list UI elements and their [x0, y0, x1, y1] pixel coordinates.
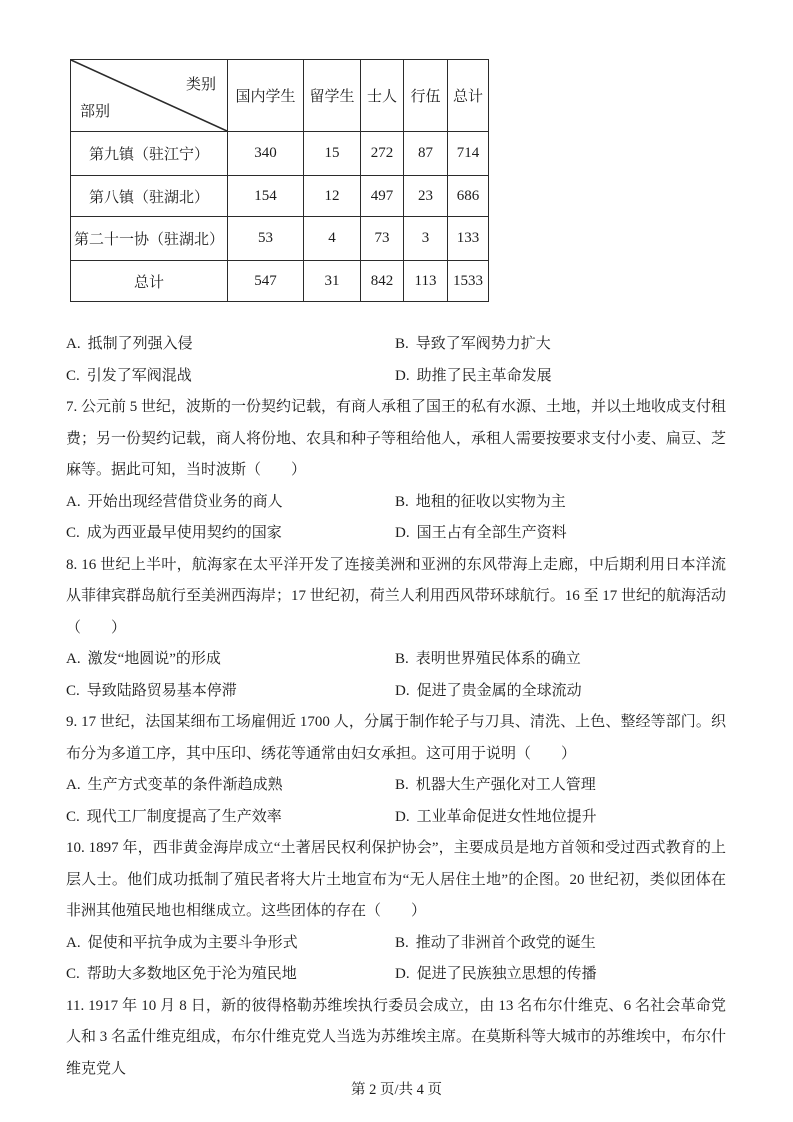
- option-text: 促使和平抗争成为主要斗争形式: [87, 934, 298, 951]
- cell-value: 154: [228, 176, 304, 217]
- option-label: D.: [395, 682, 410, 699]
- option-label: C.: [66, 525, 80, 541]
- q7-option-row: [66, 518, 726, 550]
- q9-option-row: [66, 770, 726, 802]
- option-text: 地租的征收以实物为主: [415, 493, 566, 510]
- option-b: [395, 487, 726, 519]
- option-label: A.: [66, 777, 81, 793]
- option-text: 引发了军阀混战: [86, 367, 192, 384]
- option-text: 导致了军阀势力扩大: [415, 336, 551, 352]
- option-label: D.: [395, 966, 410, 982]
- option-c: [66, 676, 395, 708]
- option-d: [395, 959, 726, 991]
- option-d: [395, 361, 726, 393]
- q6-option-row: [66, 329, 726, 361]
- table-row: [71, 217, 489, 261]
- corner-label-unit: 部别: [80, 104, 111, 120]
- option-label: B.: [395, 651, 409, 667]
- option-label: A.: [66, 336, 81, 352]
- option-text: 促进了贵金属的全球流动: [416, 682, 582, 699]
- cell-value: 53: [228, 217, 304, 261]
- option-text: 成为西亚最早使用契约的国家: [86, 525, 282, 541]
- option-text: 开始出现经营借贷业务的商人: [87, 493, 283, 510]
- option-text: 帮助大多数地区免于沦为殖民地: [86, 966, 297, 982]
- option-label: B.: [395, 777, 409, 793]
- option-b: [395, 928, 726, 960]
- page-footer: 第 2 页/共 4 页: [350, 1082, 443, 1098]
- question-11-stem: 11. 1917 年 10 月 8 日，新的彼得格勒苏维埃执行委员会成立，由 13 名布尔什维克、6 名社会革命党人和 3 名孟什维克组成，布尔什维克党人当选为苏维埃主席。在莫斯科等大城市的苏维埃中，布尔什维克党人: [66, 997, 727, 1077]
- option-label: C.: [66, 682, 80, 699]
- option-label: A.: [66, 934, 81, 951]
- option-text: 现代工厂制度提高了生产效率: [86, 808, 282, 825]
- q9-option-row: [66, 802, 726, 834]
- column-header: 总计: [448, 60, 489, 132]
- option-d: [395, 676, 726, 708]
- option-b: [395, 644, 726, 676]
- table-row: [71, 176, 489, 217]
- row-label: 第九镇（驻江宁）: [71, 132, 228, 176]
- option-label: A.: [66, 651, 81, 667]
- option-b: [395, 329, 726, 361]
- option-label: C.: [66, 808, 80, 825]
- enrollment-table: [70, 59, 489, 302]
- option-label: C.: [66, 367, 80, 384]
- row-label: 第八镇（驻湖北）: [71, 176, 228, 217]
- option-a: [66, 644, 395, 676]
- page-content: [0, 59, 793, 1085]
- table-row: [71, 261, 489, 302]
- option-label: B.: [395, 336, 409, 352]
- cell-value: 547: [228, 261, 304, 302]
- cell-value: 113: [404, 261, 448, 302]
- option-text: 生产方式变革的条件渐趋成熟: [87, 777, 283, 793]
- column-header: 行伍: [404, 60, 448, 132]
- option-label: D.: [395, 525, 410, 541]
- option-text: 工业革命促进女性地位提升: [416, 808, 597, 825]
- question-7-stem: 7. 公元前 5 世纪，波斯的一份契约记载，有商人承租了国王的私有水源、土地，并以土地收成支付租费；另一份契约记载，商人将份地、农具和种子等租给他人，承租人需要按要求支付小麦、扁豆、芝麻等。据此可知，当时波斯（ ）: [66, 399, 727, 478]
- column-header: 留学生: [304, 60, 361, 132]
- option-label: A.: [66, 493, 81, 510]
- question-text-flow: [66, 329, 726, 1085]
- option-b: [395, 770, 726, 802]
- option-text: 机器大生产强化对工人管理: [415, 777, 596, 793]
- q10-option-row: [66, 928, 726, 960]
- option-a: [66, 928, 395, 960]
- option-c: [66, 361, 395, 393]
- cell-value: 31: [304, 261, 361, 302]
- question-8-stem: 8. 16 世纪上半叶，航海家在太平洋开发了连接美洲和亚洲的东风带海上走廊，中后期利用日本洋流从菲律宾群岛航行至美洲西海岸；17 世纪初，荷兰人利用西风带环球航行。16 至 17 世纪的航海活动（ ）: [66, 556, 727, 636]
- cell-value: 1533: [448, 261, 489, 302]
- q7-option-row: [66, 487, 726, 519]
- option-a: [66, 770, 395, 802]
- q10-option-row: [66, 959, 726, 991]
- option-label: D.: [395, 808, 410, 825]
- q8-option-row: [66, 644, 726, 676]
- option-d: [395, 518, 726, 550]
- column-header: 国内学生: [228, 60, 304, 132]
- option-a: [66, 329, 395, 361]
- question-9-stem: 9. 17 世纪，法国某细布工场雇佣近 1700 人，分属于制作轮子与刀具、清洗、上色、整经等部门。织布分为多道工序，其中压印、绣花等通常由妇女承担。这可用于说明（ ）: [66, 714, 726, 762]
- cell-value: 23: [404, 176, 448, 217]
- option-text: 推动了非洲首个政党的诞生: [415, 934, 596, 951]
- cell-value: 686: [448, 176, 489, 217]
- q8-option-row: [66, 676, 726, 708]
- cell-value: 340: [228, 132, 304, 176]
- cell-value: 497: [361, 176, 404, 217]
- option-text: 导致陆路贸易基本停滞: [86, 682, 237, 699]
- table-header-row: [71, 60, 489, 132]
- cell-value: 714: [448, 132, 489, 176]
- cell-value: 87: [404, 132, 448, 176]
- option-label: B.: [395, 934, 409, 951]
- q6-option-row: [66, 361, 726, 393]
- row-label: 总计: [71, 261, 228, 302]
- option-text: 助推了民主革命发展: [416, 367, 552, 384]
- option-text: 国王占有全部生产资料: [416, 525, 567, 541]
- cell-value: 12: [304, 176, 361, 217]
- cell-value: 842: [361, 261, 404, 302]
- column-header: 士人: [361, 60, 404, 132]
- cell-value: 3: [404, 217, 448, 261]
- cell-value: 4: [304, 217, 361, 261]
- option-label: B.: [395, 493, 409, 510]
- option-d: [395, 802, 726, 834]
- table-corner-cell: [71, 60, 228, 132]
- question-10-stem: 10. 1897 年，西非黄金海岸成立“土著居民权利保护协会”，主要成员是地方首领和受过西式教育的上层人士。他们成功抵制了殖民者将大片土地宣布为“无人居住土地”的企图。20 世纪初，类似团体在非洲其他殖民地也相继成立。这些团体的存在（ ）: [66, 840, 726, 919]
- option-label: D.: [395, 367, 410, 384]
- row-label: 第二十一协（驻湖北）: [71, 217, 228, 261]
- cell-value: 272: [361, 132, 404, 176]
- option-text: 激发“地圆说”的形成: [87, 651, 221, 667]
- corner-label-category: 类别: [185, 77, 216, 93]
- option-c: [66, 518, 395, 550]
- option-c: [66, 802, 395, 834]
- option-label: C.: [66, 966, 80, 982]
- option-text: 抵制了列强入侵: [87, 336, 193, 352]
- option-a: [66, 487, 395, 519]
- option-c: [66, 959, 395, 991]
- cell-value: 15: [304, 132, 361, 176]
- option-text: 表明世界殖民体系的确立: [415, 651, 581, 667]
- cell-value: 133: [448, 217, 489, 261]
- option-text: 促进了民族独立思想的传播: [416, 966, 597, 982]
- table-row: [71, 132, 489, 176]
- cell-value: 73: [361, 217, 404, 261]
